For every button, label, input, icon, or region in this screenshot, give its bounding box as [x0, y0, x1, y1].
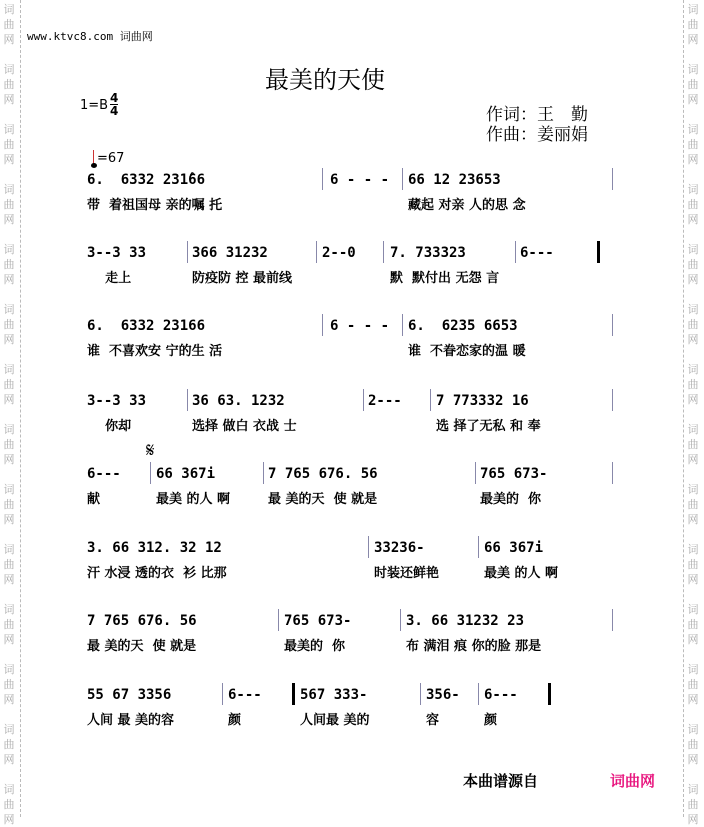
time-signature	[110, 92, 118, 117]
measure-notes: 2---	[368, 393, 402, 409]
barline	[150, 462, 151, 484]
watermark-text: 词曲网	[687, 243, 699, 286]
measure-notes: 33236-	[374, 540, 425, 556]
segno-icon: 𝄋	[146, 438, 155, 462]
measure-lyrics: 容	[426, 713, 440, 728]
watermark-text: 词曲网	[687, 63, 699, 106]
watermark-text: 词曲网	[3, 783, 15, 826]
measure-notes: 7 765 676. 56	[87, 613, 197, 629]
barline	[316, 241, 317, 263]
watermark-text: 词曲网	[687, 723, 699, 766]
measure	[406, 613, 542, 654]
watermark-text: 词曲网	[3, 423, 15, 466]
quarter-note-icon	[93, 150, 94, 164]
measure-lyrics: 颜	[228, 713, 242, 728]
measure-notes: 6 - - -	[330, 318, 390, 334]
key-signature: 1=B	[80, 98, 109, 113]
measure-notes: 356-	[426, 687, 460, 703]
barline	[263, 462, 264, 484]
barline	[612, 389, 613, 411]
barline	[478, 683, 479, 705]
watermark-text: 词曲网	[3, 123, 15, 166]
measure-notes: 6---	[87, 466, 121, 482]
measure-lyrics: 走上	[87, 271, 132, 286]
barline	[383, 241, 384, 263]
staff-row	[0, 393, 703, 463]
watermark-text: 词曲网	[687, 183, 699, 226]
tempo-value: =67	[97, 151, 125, 166]
watermark-text: 词曲网	[3, 63, 15, 106]
staff-row	[0, 172, 703, 242]
measure	[87, 540, 227, 581]
measure	[87, 393, 147, 434]
measure-lyrics: 谁 不喜欢安 宁的生 活	[87, 344, 223, 359]
barline	[402, 314, 403, 336]
measure-lyrics: 藏起 对亲 人的思 念	[408, 198, 526, 213]
barline	[187, 389, 188, 411]
measure-lyrics: 最美 的人 啊	[156, 492, 231, 507]
measure	[192, 393, 297, 434]
watermark-text: 词曲网	[687, 483, 699, 526]
measure-notes: 3. 66 312. 32 12	[87, 540, 222, 556]
credits	[486, 105, 588, 145]
watermark-text: 词曲网	[687, 603, 699, 646]
measure	[368, 393, 402, 409]
measure	[156, 466, 231, 507]
measure-lyrics: 你却	[87, 419, 132, 434]
barline	[187, 241, 188, 263]
measure-notes: 6---	[520, 245, 554, 261]
meter-bottom: 4	[110, 104, 119, 118]
measure-lyrics: 献	[87, 492, 101, 507]
measure-lyrics: 时装还鲜艳	[374, 566, 440, 581]
staff-row	[0, 687, 703, 757]
measure-lyrics: 颜	[484, 713, 498, 728]
watermark-text: 词曲网	[3, 483, 15, 526]
measure	[484, 687, 518, 728]
measure-lyrics: 默 默付出 无怨 言	[390, 271, 500, 286]
measure	[87, 687, 175, 728]
watermark-text: 词曲网	[3, 663, 15, 706]
watermark-text: 词曲网	[3, 303, 15, 346]
measure-lyrics: 防疫防 控 最前线	[192, 271, 293, 286]
measure-notes: 36 63. 1232	[192, 393, 285, 409]
meter-top: 4	[110, 91, 119, 105]
watermark-text: 词曲网	[687, 363, 699, 406]
source-site-link[interactable]: 词曲网	[610, 772, 656, 790]
measure	[390, 245, 500, 286]
measure-notes: 6---	[228, 687, 262, 703]
measure-notes: 66 367i	[156, 466, 216, 482]
measure-notes: 6 - - -	[330, 172, 390, 188]
barline	[368, 536, 369, 558]
composer: 作曲：姜丽娟	[486, 125, 588, 145]
measure-notes: 6. 6332 231̂66	[87, 172, 206, 188]
measure-notes: 66 12 23653	[408, 172, 501, 188]
measure-lyrics: 人间最 美的	[300, 713, 370, 728]
measure-lyrics: 最美的 你	[480, 492, 542, 507]
watermark-text: 词曲网	[687, 543, 699, 586]
measure-notes: 55 67 3356	[87, 687, 172, 703]
measure-notes: 366 31232	[192, 245, 268, 261]
measure	[87, 613, 197, 654]
measure-notes: 3--3 33	[87, 245, 147, 261]
measure	[228, 687, 262, 728]
repeat-barline	[548, 683, 551, 705]
measure	[330, 318, 389, 334]
measure	[408, 318, 526, 359]
measure	[436, 393, 541, 434]
measure	[300, 687, 370, 728]
barline	[400, 609, 401, 631]
measure-notes: 6. 6235 6653	[408, 318, 518, 334]
barline	[430, 389, 431, 411]
tempo-mark	[93, 150, 124, 168]
barline	[475, 462, 476, 484]
watermark-text: 词曲网	[687, 123, 699, 166]
measure-lyrics: 最美的 你	[284, 639, 346, 654]
measure-lyrics: 带 着祖国母 亲的嘱 托	[87, 198, 223, 213]
measure	[484, 540, 559, 581]
site-url[interactable]: www.ktvc8.com 词曲网	[27, 30, 153, 43]
staff-row	[0, 613, 703, 683]
barline	[612, 168, 613, 190]
measure-lyrics: 最美 的人 啊	[484, 566, 559, 581]
barline	[222, 683, 223, 705]
measure	[87, 245, 147, 286]
measure	[87, 172, 223, 213]
watermark-text: 词曲网	[3, 243, 15, 286]
measure-lyrics: 选 择了无私 和 奉	[436, 419, 541, 434]
measure	[87, 466, 121, 507]
barline	[515, 241, 516, 263]
measure-lyrics: 汗 水浸 透的衣 衫 比那	[87, 566, 227, 581]
measure	[426, 687, 460, 728]
repeat-barline	[292, 683, 295, 705]
watermark-text: 词曲网	[687, 303, 699, 346]
measure-notes: 7. 733323	[390, 245, 466, 261]
barline	[278, 609, 279, 631]
measure	[408, 172, 526, 213]
measure-notes: 66 367i	[484, 540, 544, 556]
measure	[330, 172, 389, 188]
measure-notes: 7 765 676. 56	[268, 466, 378, 482]
measure-lyrics: 最 美的天 使 就是	[268, 492, 378, 507]
measure-notes: 567 333-	[300, 687, 368, 703]
barline	[612, 314, 613, 336]
measure-notes: 6---	[484, 687, 518, 703]
watermark-text: 词曲网	[687, 3, 699, 46]
measure	[520, 245, 554, 261]
barline	[420, 683, 421, 705]
measure-lyrics: 选择 做白 衣战 士	[192, 419, 297, 434]
staff-row	[0, 540, 703, 610]
measure-notes: 3--3 33	[87, 393, 147, 409]
watermark-text: 词曲网	[3, 723, 15, 766]
barline	[402, 168, 403, 190]
watermark-text: 词曲网	[3, 543, 15, 586]
measure-notes: 765 673-	[284, 613, 352, 629]
measure-notes: 3. 66 31232 23	[406, 613, 525, 629]
watermark-text: 词曲网	[3, 3, 15, 46]
watermark-text: 词曲网	[3, 363, 15, 406]
measure-lyrics: 谁 不眷恋家的温 暖	[408, 344, 526, 359]
measure-lyrics: 人间 最 美的容	[87, 713, 175, 728]
measure	[87, 318, 223, 359]
watermark-text: 词曲网	[3, 183, 15, 226]
measure	[268, 466, 378, 507]
watermark-text: 词曲网	[687, 783, 699, 826]
watermark-text: 词曲网	[687, 423, 699, 466]
measure-lyrics: 布 满泪 痕 你的脸 那是	[406, 639, 542, 654]
measure	[284, 613, 352, 654]
measure-notes: 765 673-	[480, 466, 548, 482]
measure-notes: 6. 6332 23166	[87, 318, 206, 334]
staff-row	[0, 245, 703, 315]
barline	[322, 314, 323, 336]
measure-notes: 7 773332 16	[436, 393, 529, 409]
song-title: 最美的天使	[265, 66, 385, 94]
watermark-text: 词曲网	[3, 603, 15, 646]
barline	[363, 389, 364, 411]
measure	[480, 466, 548, 507]
barline	[322, 168, 323, 190]
staff-row	[0, 466, 703, 536]
measure	[374, 540, 440, 581]
barline	[612, 462, 613, 484]
barline	[612, 609, 613, 631]
measure	[192, 245, 293, 286]
measure-lyrics: 最 美的天 使 就是	[87, 639, 197, 654]
measure-notes: 2--0	[322, 245, 356, 261]
source-label: 本曲谱源自	[463, 772, 539, 790]
repeat-barline	[597, 241, 600, 263]
watermark-text: 词曲网	[687, 663, 699, 706]
measure	[322, 245, 356, 261]
barline	[478, 536, 479, 558]
staff-row	[0, 318, 703, 388]
lyricist: 作词：王 勤	[486, 105, 588, 125]
